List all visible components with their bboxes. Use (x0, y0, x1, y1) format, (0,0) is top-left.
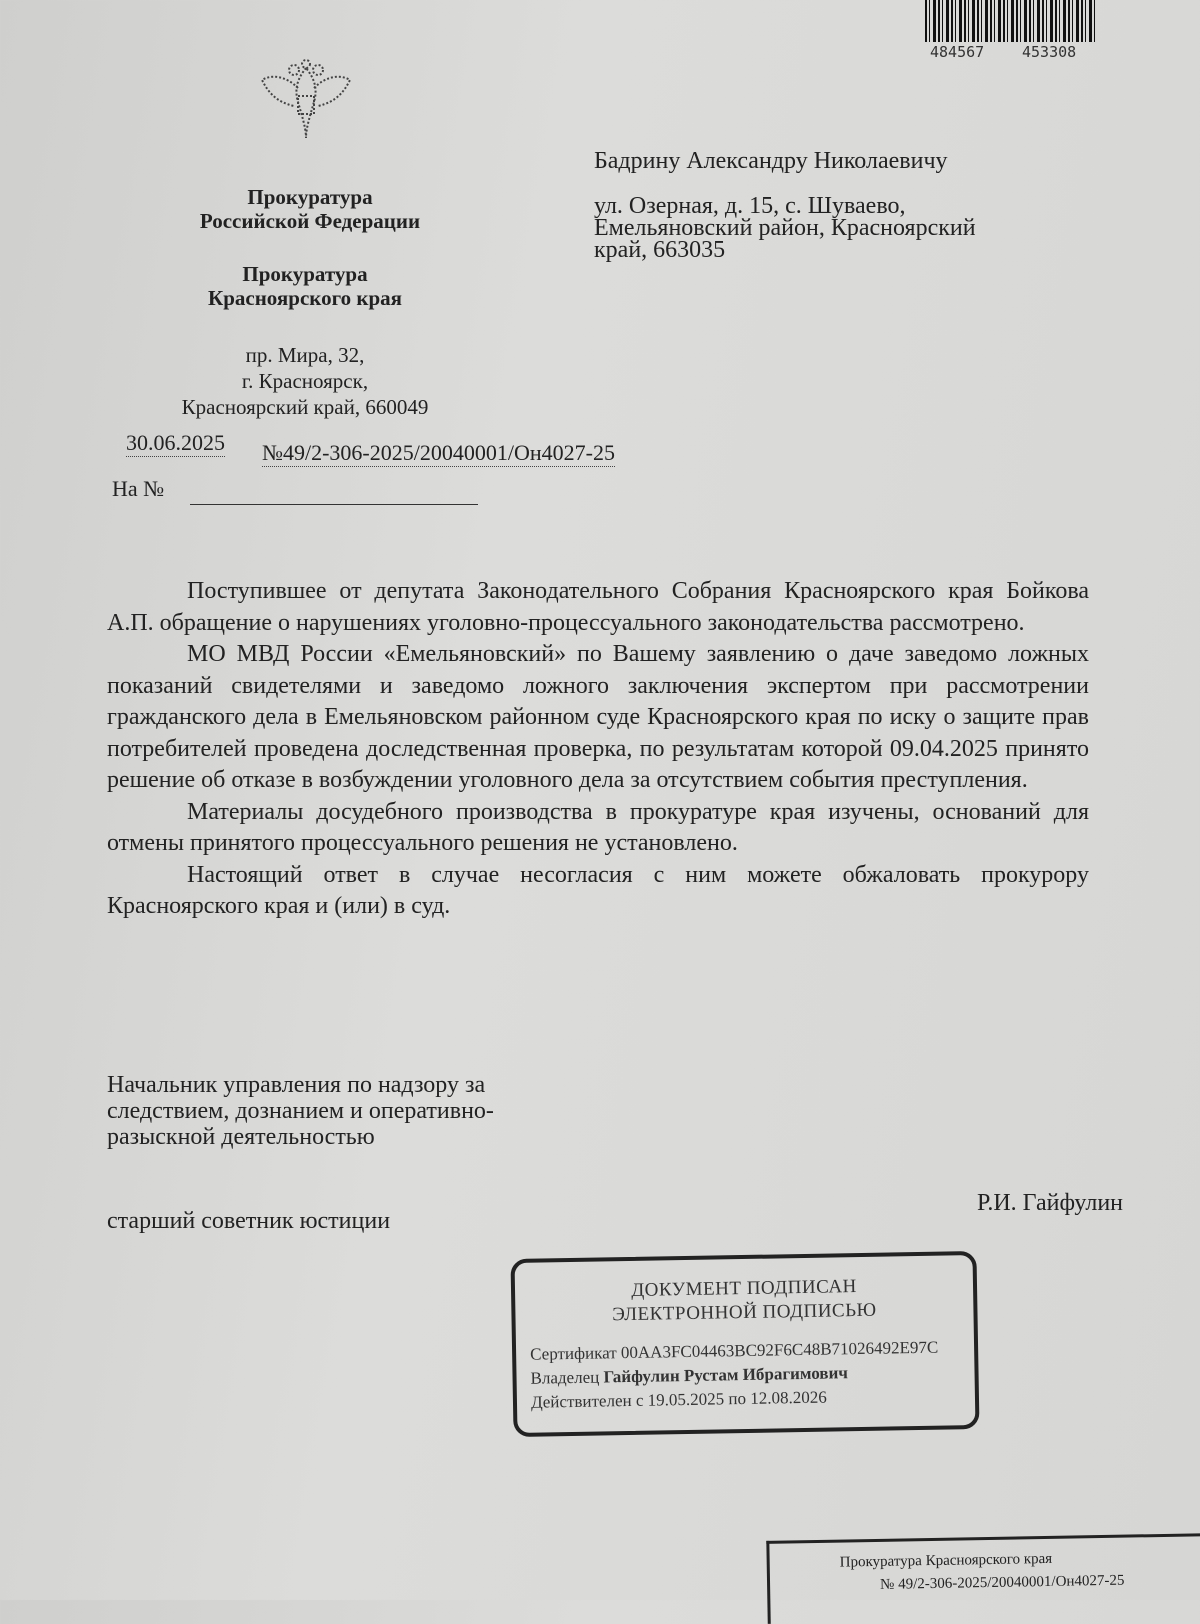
sender-address (140, 342, 470, 420)
recipient-address-line: край, 663035 (594, 237, 726, 263)
org-line: Прокуратура (247, 185, 373, 209)
valid-to: по 12.08.2026 (728, 1387, 827, 1409)
body-paragraph: Материалы досудебного производства в прокуратуре края изучены, оснований для отмены принятого процессуального решения не установлено. (107, 798, 1089, 856)
barcode-number-left: 484567 (930, 43, 985, 61)
barcode (925, 0, 1095, 42)
position-line: Начальник управления по надзору за (107, 1072, 486, 1098)
owner-value: Гайфулин Рустам Ибрагимович (603, 1363, 849, 1387)
electronic-signature-stamp (510, 1251, 979, 1437)
address-line: г. Красноярск, (241, 369, 369, 393)
recipient-address-line: ул. Озерная, д. 15, с. Шуваево, (594, 193, 906, 219)
sender-org (150, 185, 470, 233)
reply-to-line (190, 504, 478, 505)
recipient-name: Бадрину Александру Николаевичу (594, 148, 948, 174)
signatory-rank: старший советник юстиции (107, 1208, 391, 1234)
letter-body (107, 576, 1089, 923)
address-line: пр. Мира, 32, (245, 343, 365, 367)
body-paragraph: МО МВД России «Емельяновский» по Вашему заявлению о даче заведомо ложных показаний свидетелями и заведомо ложного заключения экспертом при рассмотрении гражданского дела в Емельяновском районном суде Красноярского края по иску о защите прав потребителей проведена доследственная проверка, по результатам которой 09.04.2025 принято решение об отказе в возбуждении уголовного дела за отсутствием события преступления. (107, 641, 1089, 793)
stamp-title: ДОКУМЕНТ ПОДПИСАН (631, 1276, 857, 1301)
coat-of-arms-emblem-icon (258, 58, 354, 142)
registration-stamp (766, 1533, 1200, 1624)
barcode-number-right: 453308 (1022, 43, 1077, 61)
recipient-address (594, 195, 976, 261)
certificate-label: Сертификат (529, 1343, 617, 1364)
certificate-value: 00AA3FC04463BC92F6C48B71026492E97C (620, 1337, 939, 1363)
valid-label: Действителен (530, 1390, 632, 1412)
signatory-position (107, 1072, 494, 1150)
org-line: Российской Федерации (199, 209, 421, 233)
body-paragraph: Настоящий ответ в случае несогласия с ним можете обжаловать прокурору Красноярского края и (или) в суд. (107, 861, 1089, 919)
registration-number: № 49/2-306-2025/20040001/Он4027-25 (879, 1572, 1125, 1593)
position-line: следствием, дознанием и оперативно- (107, 1098, 494, 1124)
signatory-name: Р.И. Гайфулин (977, 1190, 1124, 1216)
letter-date: 30.06.2025 (126, 430, 225, 455)
registration-org: Прокуратура Красноярского края (839, 1550, 1053, 1571)
address-line: Красноярский край, 660049 (181, 395, 429, 419)
owner-label: Владелец (530, 1367, 600, 1388)
recipient-address-line: Емельяновский район, Красноярский (594, 215, 976, 241)
position-line: разыскной деятельностью (107, 1124, 375, 1150)
stamp-title: ЭЛЕКТРОННОЙ ПОДПИСЬЮ (612, 1299, 877, 1326)
letter-number: №49/2-306-2025/20040001/Он4027-25 (262, 440, 615, 465)
suborg-line: Красноярского края (207, 286, 402, 310)
suborg-line: Прокуратура (242, 262, 368, 286)
sender-suborg (145, 262, 465, 310)
body-paragraph: Поступившее от депутата Законодательного Собрания Красноярского края Бойкова А.П. обращение о нарушениях уголовно-процессуального законодательства рассмотрено. (107, 578, 1089, 636)
reply-to-label: На № (112, 476, 165, 501)
valid-from: с 19.05.2025 (635, 1389, 725, 1410)
